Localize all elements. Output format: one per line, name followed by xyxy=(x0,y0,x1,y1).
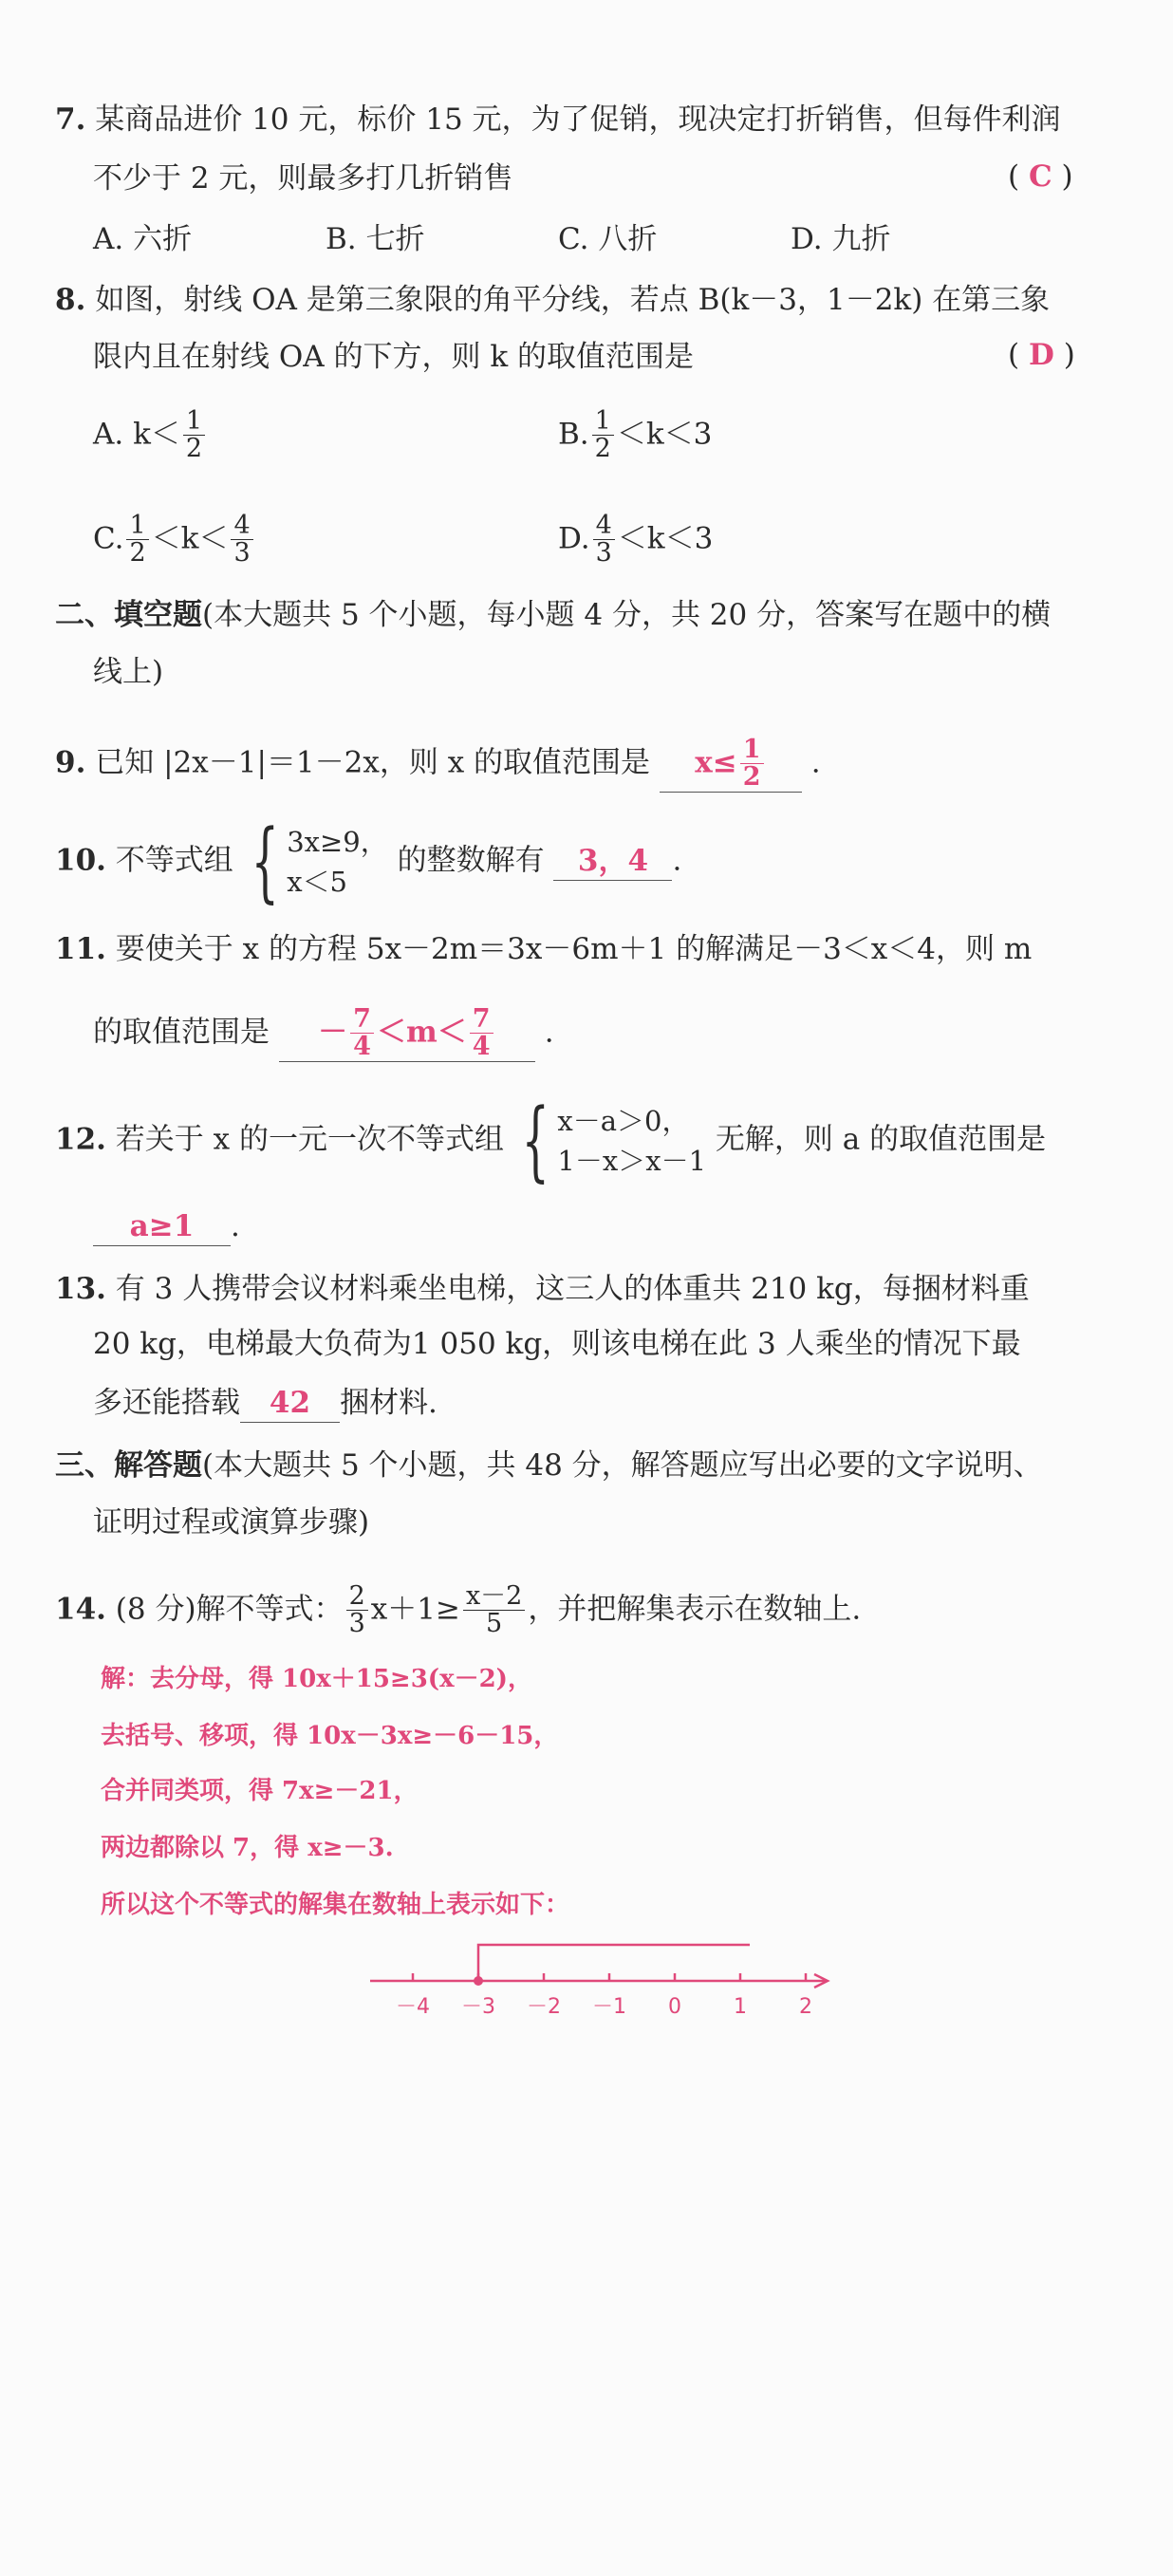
tick-label: 1 xyxy=(734,1995,747,2019)
q13-line2: 20 kg，电梯最大负荷为1 050 kg，则该电梯在此 3 人乘坐的情况下最 xyxy=(93,1327,1021,1361)
q10-period: . xyxy=(672,843,682,878)
tick-label: －4 xyxy=(396,1995,430,2019)
q11-period: . xyxy=(544,1015,554,1050)
q11-answer-blank xyxy=(279,1006,535,1062)
q7-option-d: D. 九折 xyxy=(791,222,891,256)
q8-option-d-text: ＜k＜3 xyxy=(617,521,714,556)
q13-stem-4: 捆材料. xyxy=(340,1386,438,1420)
q7-option-c: C. 八折 xyxy=(558,222,658,256)
q12-number: 12. xyxy=(55,1122,106,1157)
q9-stem: 已知 |2x－1|＝1－2x，则 x 的取值范围是 xyxy=(95,745,651,780)
q14-post: ，并把解集表示在数轴上. xyxy=(528,1592,862,1627)
frac-numerator: 2 xyxy=(346,1583,368,1611)
q9-answer: x≤ xyxy=(695,745,737,780)
q8-option-d-label: D. xyxy=(558,521,590,556)
q7-line2: 不少于 2 元，则最多打几折销售 xyxy=(93,161,513,196)
section2-header xyxy=(55,596,1051,634)
solution-set-bracket xyxy=(478,1945,750,1981)
q7-answer-paren: ( C ) xyxy=(1008,159,1073,194)
frac-numerator: 1 xyxy=(592,408,614,436)
frac-numerator: 1 xyxy=(183,408,205,436)
section2-desc-2: 线上) xyxy=(93,655,164,689)
section3-desc-2: 证明过程或演算步骤) xyxy=(93,1505,370,1540)
frac-numerator: 1 xyxy=(126,513,148,540)
tick-label: 2 xyxy=(799,1995,812,2019)
q7-answer: C xyxy=(1028,159,1052,194)
q10-answer-blank xyxy=(553,842,672,881)
frac-denominator: 3 xyxy=(348,1609,365,1639)
q8-option-b-text: ＜k＜3 xyxy=(616,417,713,452)
tick-label: 0 xyxy=(668,1995,681,2019)
q10-inequality-system xyxy=(243,811,388,912)
frac-numerator: 7 xyxy=(470,1006,493,1034)
q7-stem-1: 某商品进价 10 元，标价 15 元，为了促销，现决定打折销售，但每件利润 xyxy=(95,103,1061,137)
q14-number: 14. xyxy=(55,1592,106,1627)
q13-line3 xyxy=(93,1384,438,1423)
q11-stem-1: 要使关于 x 的方程 5x－2m＝3x－6m＋1 的解满足－3＜x＜4，则 m xyxy=(115,932,1033,966)
q8-option-a-label: A. k＜ xyxy=(93,417,180,452)
q7-line1 xyxy=(55,101,1061,139)
q11-answer-frac2 xyxy=(470,1006,493,1061)
q8-option-c-frac2 xyxy=(231,513,252,568)
frac-numerator: 4 xyxy=(231,513,252,540)
q11-answer-sign: － xyxy=(318,1015,348,1050)
q8-option-b-label: B. xyxy=(558,417,589,452)
tick-label: －1 xyxy=(592,1995,626,2019)
q8-option-a xyxy=(93,408,208,463)
frac-denominator: 3 xyxy=(595,538,612,569)
frac-denominator: 5 xyxy=(486,1609,503,1639)
frac-denominator: 2 xyxy=(129,538,146,569)
q14-mid: x＋1≥ xyxy=(370,1592,460,1627)
q10-system-row2: x＜5 xyxy=(287,866,348,898)
q12-pre: 若关于 x 的一元一次不等式组 xyxy=(115,1122,504,1157)
tick-label: －3 xyxy=(461,1995,495,2019)
q11-line2 xyxy=(93,1006,554,1062)
q13-stem-1: 有 3 人携带会议材料乘坐电梯，这三人的体重共 210 kg，每捆材料重 xyxy=(115,1272,1030,1306)
q10-answer: 3，4 xyxy=(577,843,649,878)
q8-option-b-frac xyxy=(592,408,614,463)
q12-line1 xyxy=(55,1090,1047,1191)
q12-post: 无解，则 a 的取值范围是 xyxy=(715,1122,1047,1157)
q13-answer: 42 xyxy=(269,1386,311,1420)
q8-line2: 限内且在射线 OA 的下方，则 k 的取值范围是 xyxy=(93,340,695,374)
q14-solution-line1: 解：去分母，得 10x＋15≥3(x－2)， xyxy=(101,1665,532,1693)
frac-denominator: 3 xyxy=(233,538,251,569)
number-line xyxy=(361,1932,835,2026)
frac-denominator: 4 xyxy=(353,1032,371,1062)
q13-line1 xyxy=(55,1270,1030,1308)
q8-option-c xyxy=(93,513,256,568)
q8-option-c-text: ＜k＜ xyxy=(151,521,229,556)
q9-period: . xyxy=(810,745,821,780)
q9-line xyxy=(55,737,821,793)
q11-answer-mid: ＜m＜ xyxy=(376,1015,467,1050)
frac-numerator: 4 xyxy=(593,513,615,540)
frac-denominator: 4 xyxy=(472,1032,491,1062)
q12-period: . xyxy=(231,1209,240,1243)
q7-option-b: B. 七折 xyxy=(326,222,425,256)
q14-pre: (8 分)解不等式： xyxy=(115,1592,344,1627)
q7-number: 7. xyxy=(55,103,86,137)
frac-numerator: 7 xyxy=(350,1006,374,1034)
q8-option-b xyxy=(558,408,712,463)
q8-option-d-frac xyxy=(593,513,615,568)
frac-denominator: 2 xyxy=(594,434,611,464)
q12-system-row1: x－a＞0， xyxy=(557,1105,690,1137)
q8-answer-paren: ( D ) xyxy=(1008,338,1075,372)
q8-option-c-label: C. xyxy=(93,521,124,556)
q11-stem-2: 的取值范围是 xyxy=(93,1015,270,1050)
q12-answer: a≥1 xyxy=(129,1209,195,1243)
q13-answer-blank xyxy=(240,1384,340,1423)
q9-answer-frac xyxy=(740,737,764,792)
section3-title: 三、解答题 xyxy=(55,1448,202,1483)
q8-stem-1: 如图，射线 OA 是第三象限的角平分线，若点 B(k－3，1－2k) 在第三象 xyxy=(95,283,1051,317)
q10-pre: 不等式组 xyxy=(115,843,233,878)
q12-inequality-system xyxy=(513,1090,707,1191)
q13-stem-3: 多还能搭载 xyxy=(93,1386,240,1420)
frac-numerator: 1 xyxy=(740,737,764,764)
brace-icon: { xyxy=(251,811,279,912)
q14-frac1 xyxy=(346,1583,368,1638)
q8-line1 xyxy=(55,281,1050,319)
q14-line xyxy=(55,1583,861,1638)
q10-number: 10. xyxy=(55,843,106,878)
section3-header xyxy=(55,1447,1043,1484)
q14-frac2 xyxy=(463,1583,525,1638)
q14-solution-line3: 合并同类项，得 7x≥－21， xyxy=(101,1777,419,1805)
q13-number: 13. xyxy=(55,1272,106,1306)
q10-system-row1: 3x≥9， xyxy=(287,826,388,858)
q10-line xyxy=(55,811,682,912)
q7-option-a: A. 六折 xyxy=(93,222,193,256)
section2-title: 二、填空题 xyxy=(55,598,202,632)
solid-endpoint-dot xyxy=(474,1976,483,1986)
q14-solution-line5: 所以这个不等式的解集在数轴上表示如下： xyxy=(101,1891,570,1919)
frac-denominator: 2 xyxy=(185,434,203,464)
q12-answer-blank xyxy=(93,1207,231,1246)
q8-number: 8. xyxy=(55,283,86,317)
q12-line2 xyxy=(93,1207,240,1246)
q11-line1 xyxy=(55,930,1032,968)
q8-option-a-frac xyxy=(183,408,205,463)
q10-post: 的整数解有 xyxy=(397,843,545,878)
tick-label: －2 xyxy=(527,1995,561,2019)
frac-numerator: x－2 xyxy=(463,1583,525,1611)
section2-desc-1: (本大题共 5 个小题，每小题 4 分，共 20 分，答案写在题中的横 xyxy=(202,598,1052,632)
q8-answer: D xyxy=(1028,338,1054,372)
q11-number: 11. xyxy=(55,932,106,966)
frac-denominator: 2 xyxy=(742,762,761,793)
q9-answer-blank xyxy=(660,737,802,793)
q14-solution-line2: 去括号、移项，得 10x－3x≥－6－15， xyxy=(101,1722,559,1750)
section3-desc-1: (本大题共 5 个小题，共 48 分，解答题应写出必要的文字说明、 xyxy=(202,1448,1043,1483)
q9-number: 9. xyxy=(55,745,86,780)
q11-answer-frac1 xyxy=(350,1006,374,1061)
brace-icon: { xyxy=(521,1090,549,1191)
q12-system-row2: 1－x＞x－1 xyxy=(557,1145,707,1177)
q8-option-c-frac1 xyxy=(126,513,148,568)
q14-solution-line4: 两边都除以 7，得 x≥－3. xyxy=(101,1834,394,1862)
q8-option-d xyxy=(558,513,713,568)
